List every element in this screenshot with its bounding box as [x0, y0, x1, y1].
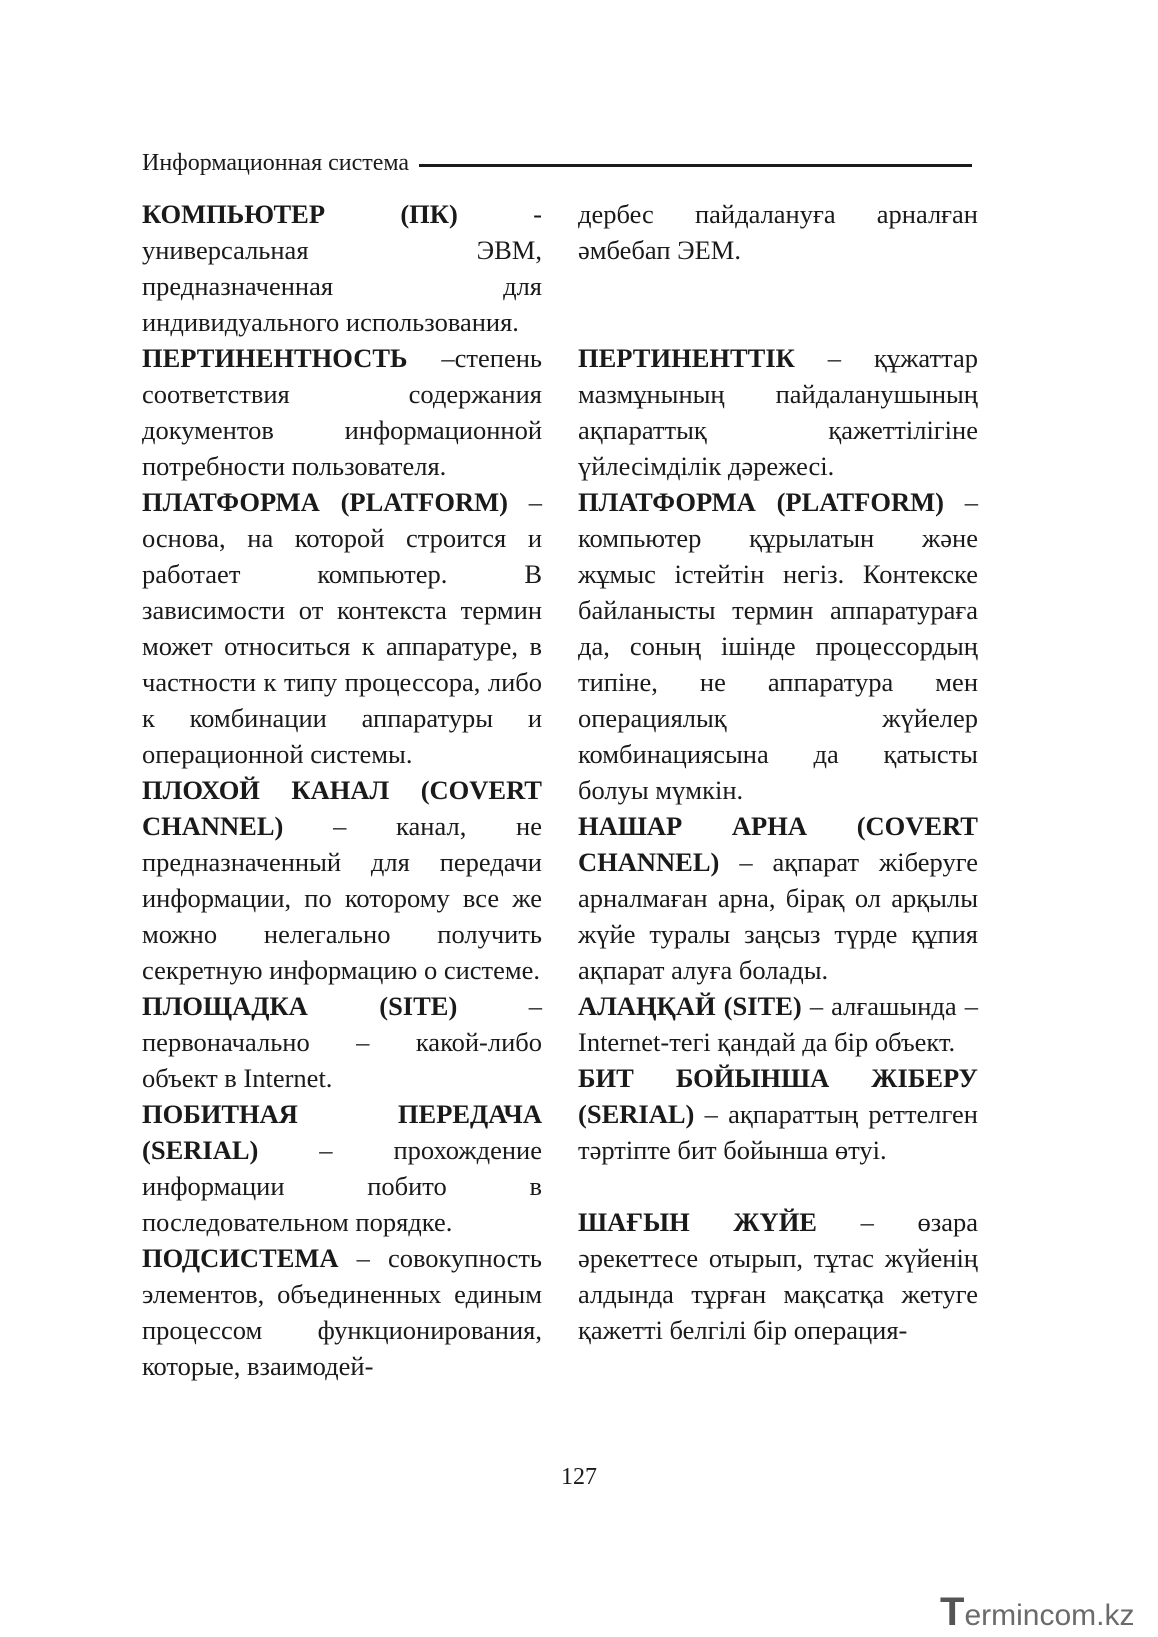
- watermark-tail: m.kz: [1071, 1599, 1135, 1632]
- entry-definition: – алғашында – Internet-тегі қандай да бір объект.: [578, 991, 978, 1057]
- kazakh-column: [578, 196, 978, 1348]
- column-spacer: [578, 268, 978, 340]
- entry-term: БИТ БОЙЫНША ЖІБЕРУ (SERIAL): [578, 1063, 978, 1129]
- russian-column: [142, 196, 542, 1384]
- entry-definition: – компьютер құрылатын және жұмыс істейтін негіз. Контекске байланысты термин аппаратураға да, соның ішінде процессордың типіне, не аппаратура мен операциялық жүйелер комбинациясына да қатысты болуы мүмкін.: [578, 487, 978, 805]
- entry-definition: – өзара әрекеттесе отырып, тұтас жүйенің алдында тұрған мақсатқа жетуге қажетті белгілі бір операция-: [578, 1207, 978, 1345]
- entry-definition: – основа, на которой строится и работает компьютер. В зависимости от контекста термин может относиться к аппаратуре, в частности к типу процессора, либо к комбинации аппаратуры и операционной системы.: [142, 487, 542, 769]
- entry-term: НАШАР АРНА (COVERT CHANNEL): [578, 811, 978, 877]
- page-number: 127: [561, 1464, 597, 1490]
- glossary-entry-kk: [578, 196, 978, 268]
- entry-definition: дербес пайдалануға арналған әмбебап ЭЕМ.: [578, 199, 978, 265]
- header-title: Информационная система: [142, 149, 410, 176]
- header-rule: [419, 164, 972, 167]
- watermark-letter: T: [940, 1590, 965, 1634]
- column-spacer: [578, 1168, 978, 1204]
- glossary-entry-kk: [578, 1060, 978, 1168]
- entry-term: ПОДСИСТЕМА: [142, 1243, 339, 1273]
- entry-definition: - универсальная ЭВМ, предназначенная для индивидуального использования.: [142, 199, 542, 337]
- glossary-entry-ru: [142, 196, 542, 340]
- glossary-entry-ru: [142, 1240, 542, 1384]
- entry-definition: – канал, не предназначенный для передачи информации, по которому все же можно нелегально получить секретную информацию о системе.: [142, 811, 542, 985]
- glossary-entry-ru: [142, 484, 542, 772]
- entry-term: АЛАҢҚАЙ (SITE): [578, 991, 802, 1021]
- glossary-entry-kk: [578, 484, 978, 808]
- glossary-entry-ru: [142, 772, 542, 988]
- entry-definition: – первоначально – какой-либо объект в Internet.: [142, 991, 542, 1093]
- entry-definition: – совокупность элементов, объединенных единым процессом функционирования, которые, взаимодей-: [142, 1243, 542, 1381]
- entry-term: ПЕРТИНЕНТНОСТЬ: [142, 343, 408, 373]
- glossary-entry-ru: [142, 340, 542, 484]
- entry-definition: – ақпарат жіберуге арналмаған арна, бірақ ол арқылы жүйе туралы заңсыз түрде құпия ақпарат алуға болады.: [578, 847, 978, 985]
- entry-term: ПЕРТИНЕНТТІК: [578, 343, 795, 373]
- entry-term: ПЛАТФОРМА (PLATFORM): [578, 487, 944, 517]
- entry-term: КОМПЬЮТЕР (ПК): [142, 199, 458, 229]
- entry-definition: – ақпараттың реттелген тәртіпте бит бойынша өтуі.: [578, 1099, 978, 1165]
- entry-definition: – құжаттар мазмұнының пайдаланушының ақпараттық қажеттілігіне үйлесімділік дәрежесі.: [578, 343, 978, 481]
- entry-term: ШАҒЫН ЖҮЙЕ: [578, 1207, 817, 1237]
- entry-definition: – прохождение информации побито в последовательном порядке.: [142, 1135, 542, 1237]
- entry-term: ПОБИТНАЯ ПЕРЕДАЧА (SERIAL): [142, 1099, 542, 1165]
- glossary-entry-ru: [142, 1096, 542, 1240]
- watermark-o: o: [1054, 1599, 1072, 1632]
- entry-term: ПЛОХОЙ КАНАЛ (COVERT CHANNEL): [142, 775, 542, 841]
- termincom-watermark-logo: [940, 1590, 1150, 1634]
- running-header: [142, 146, 972, 180]
- glossary-entry-kk: [578, 988, 978, 1060]
- entry-term: ПЛОЩАДКА (SITE): [142, 991, 458, 1021]
- watermark-text: erminc: [964, 1599, 1055, 1632]
- entry-term: ПЛАТФОРМА (PLATFORM): [142, 487, 508, 517]
- entry-definition: –степень соответствия содержания документов информационной потребности пользователя.: [142, 343, 542, 481]
- glossary-entry-ru: [142, 988, 542, 1096]
- glossary-entry-kk: [578, 808, 978, 988]
- glossary-entry-kk: [578, 1204, 978, 1348]
- glossary-entry-kk: [578, 340, 978, 484]
